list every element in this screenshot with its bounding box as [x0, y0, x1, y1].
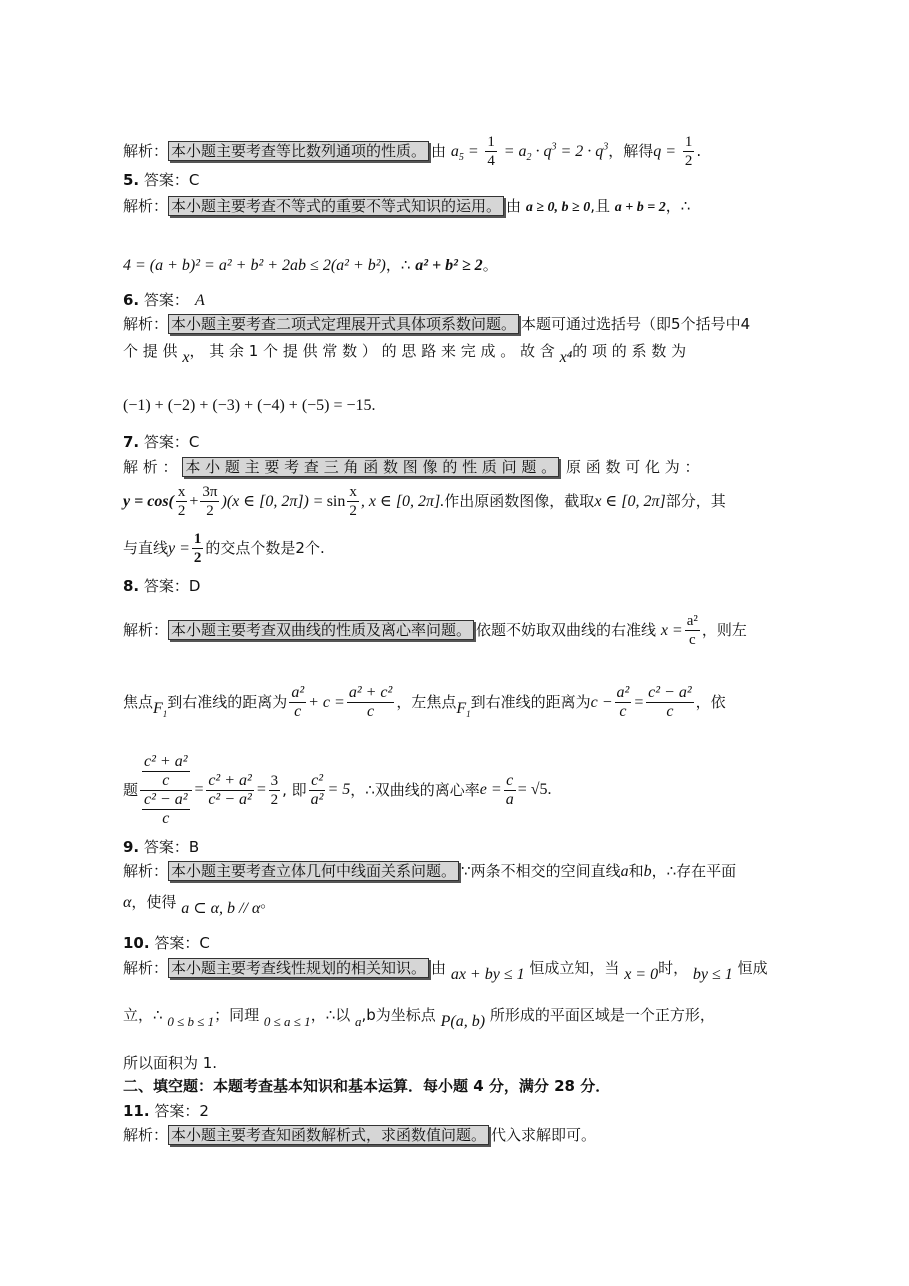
q6-math-x: x — [182, 349, 190, 366]
q5-topic-highlight: 本小题主要考查不等式的重要不等式知识的运用。 — [168, 196, 504, 216]
q10-number: 10. — [123, 934, 150, 952]
q6-explanation: 解析： 本小题主要考查二项式定理展开式具体项系数问题。 本题可通过选括号（即5个括号中4 — [123, 315, 751, 333]
q6-explanation-line2: 个 提 供 x， 其 余 1 个 提 供 常 数 ） 的 思 路 来 完 成 。 故 含 x⁴的 项 的 系 数 为 — [123, 342, 687, 366]
q5-conclusion: a² + b² ≥ 2 — [415, 257, 483, 274]
q5-explanation: 解析： 本小题主要考查不等式的重要不等式知识的运用。 由 a ≥ 0, b ≥ 0,且 a + b = 2，∴ — [123, 197, 691, 215]
q11-explanation: 解析： 本小题主要考查知函数解析式，求函数值问题。 代入求解即可。 — [123, 1126, 597, 1144]
q7-topic-highlight: 本 小 题 主 要 考 查 三 角 函 数 图 像 的 性 质 问 题 。 — [182, 457, 559, 477]
q4-text2: ，解得 — [608, 142, 654, 160]
q8-F1: $F_1$ — [153, 700, 168, 720]
q4-text1: 由 — [431, 142, 447, 160]
q6-jiexi-label: 解析： — [123, 315, 169, 333]
q8-answer: 8. 答案：D — [123, 577, 201, 595]
q7-number: 7. — [123, 433, 140, 451]
q8-compound-fraction: $\frac{\frac{\text{c² + a²}}{c}}{\frac{\text{c² − a²}}{c}}$ — [140, 753, 192, 828]
q5-jiexi-label: 解析： — [123, 197, 169, 215]
q10-explanation: 解析： 本小题主要考查线性规划的相关知识。 由 ax + by ≤ 1 恒成立知，当 x = 0时， by ≤ 1 恒成 — [123, 959, 768, 983]
q7-explanation-line3: 与直线y = $\frac{1}{2}$ 的交点个数是2个. — [123, 531, 325, 566]
q5-number: 5. — [123, 171, 140, 189]
q7-jiexi-label: 解 析 ： — [123, 458, 178, 476]
q8-F1-left: $F_1$ — [456, 700, 471, 720]
q7-frac-x-2b: $\frac{x}{2}$ — [349, 484, 357, 519]
q9-number: 9. — [123, 838, 140, 856]
q4-topic-highlight: 本小题主要考查等比数列通项的性质。 — [168, 141, 429, 161]
q8-explanation-line2: 焦点$F_1$到右准线的距离为 $\frac{\text{a²}}{c}$ + c = $\frac{\text{a² + c²}}{c}$ ，左焦点$F_1$到右准线的距离为c − $\frac{\text{a²}}{c}$ = $\frac{\text{c² − a²}}{c}$ ，依 — [123, 684, 726, 720]
q4-fraction-1-4: $\frac{1}{4}$ — [487, 134, 495, 169]
q11-topic-highlight: 本小题主要考查知函数解析式，求函数值问题。 — [168, 1125, 489, 1145]
q7-explanation: 解 析 ： 本 小 题 主 要 考 查 三 角 函 数 图 像 的 性 质 问 题 。 原 函 数 可 化 为 ： — [123, 458, 700, 476]
q9-explanation-line2: α，使得 a ⊂ α, b // α。 — [123, 893, 276, 917]
q10-topic-highlight: 本小题主要考查线性规划的相关知识。 — [168, 958, 429, 978]
q6-math-x4: x⁴ — [559, 349, 573, 366]
q7-frac-1-2: $\frac{1}{2}$ — [193, 531, 202, 566]
q4-math-rest: = $a_2 \cdot q^3 = 2 \cdot q^3$ — [503, 141, 609, 164]
q8-frac-a2-c: $\frac{\text{a²}}{c}$ — [686, 613, 698, 648]
q6-answer-value: A — [194, 292, 205, 309]
q4-math-q: q = — [653, 143, 677, 160]
q4-math-a: $a_5$ = — [450, 143, 479, 164]
q9-topic-highlight: 本小题主要考查立体几何中线面关系问题。 — [168, 861, 459, 881]
q9-math-relation: a ⊂ α, b // α — [181, 900, 261, 917]
q4-fraction-1-2: $\frac{1}{2}$ — [684, 134, 693, 169]
q11-answer: 11. 答案：2 — [123, 1102, 209, 1120]
q6-answer: 6. 答案： A — [123, 291, 205, 309]
q8-number: 8. — [123, 577, 140, 595]
q6-math-sum: (−1) + (−2) + (−3) + (−4) + (−5) = −15. — [123, 397, 376, 414]
q6-number: 6. — [123, 291, 140, 309]
q11-number: 11. — [123, 1102, 150, 1120]
q5-answer-text: 答案：C — [143, 171, 200, 189]
q9-answer: 9. 答案：B — [123, 838, 200, 856]
q7-frac-x-2: $\frac{x}{2}$ — [177, 484, 186, 519]
q4-explanation: 解析： 本小题主要考查等比数列通项的性质。 由 $a_5$ = $\frac{1}{4}$ = $a_2 \cdot q^3 = 2 \cdot q^3$，解得q = $\frac{1}{2}$ . — [123, 134, 702, 169]
q5-math-line2: 4 = (a + b)² = a² + b² + 2ab ≤ 2(a² + b²) — [123, 257, 386, 274]
q8-explanation-line3: 题 $\frac{\frac{\text{c² + a²}}{c}}{\frac{\text{c² − a²}}{c}}$ = $\frac{\text{c² + a²}}{\text{c² − a²}}$ = $\frac{3}{2}$ , 即 $\frac{\text{c²}}{\text{a²}}$ = 5 ，∴双曲线的离心率 e = $\frac{c}{a}$ = √5. — [123, 752, 552, 827]
q11-jiexi-label: 解析： — [123, 1126, 169, 1144]
q10-jiexi-label: 解析： — [123, 959, 169, 977]
q10-explanation-line3: 所以面积为 1. — [123, 1054, 218, 1072]
q9-jiexi-label: 解析： — [123, 862, 169, 880]
q7-explanation-line2: y = cos( $\frac{x}{2}$ + $\frac{3\pi}{2}$ )(x ∈ [0, 2π]) = sin $\frac{x}{2}$ , x ∈ [0, 2π].作出原函数图像，截取x ∈ [0, 2π]部分，其 — [123, 484, 726, 519]
q5-explanation-line2: 4 = (a + b)² = a² + b² + 2ab ≤ 2(a² + b²)，∴ a² + b² ≥ 2。 — [123, 256, 498, 274]
q4-jiexi-label: 解析： — [123, 142, 169, 160]
q10-explanation-line2: 立，∴ 0 ≤ b ≤ 1；同理 0 ≤ a ≤ 1，∴以 a,b为坐标点 P(a, b) 所形成的平面区域是一个正方形， — [123, 1006, 715, 1030]
q8-topic-highlight: 本小题主要考查双曲线的性质及离心率问题。 — [168, 620, 474, 640]
q8-explanation: 解析： 本小题主要考查双曲线的性质及离心率问题。 依题不妨取双曲线的右准线 x = $\frac{\text{a²}}{c}$ ，则左 — [123, 613, 747, 648]
q5-cond1: a ≥ 0, b ≥ 0 — [525, 200, 591, 215]
q8-jiexi-label: 解析： — [123, 621, 169, 639]
section-2-heading: 二、填空题：本题考查基本知识和基本运算．每小题 4 分，满分 28 分． — [123, 1077, 611, 1095]
q5-cond2: a + b = 2 — [614, 200, 666, 215]
q7-answer: 7. 答案：C — [123, 433, 200, 451]
q5-answer — [123, 170, 199, 190]
q7-frac-3pi-2: $\frac{3\pi}{2}$ — [202, 484, 218, 519]
q9-explanation: 解析： 本小题主要考查立体几何中线面关系问题。 ∵两条不相交的空间直线a和b，∴存在平面 — [123, 862, 737, 880]
q6-topic-highlight: 本小题主要考查二项式定理展开式具体项系数问题。 — [168, 314, 519, 334]
q10-answer: 10. 答案：C — [123, 934, 210, 952]
q6-explanation-line3 — [123, 395, 376, 416]
